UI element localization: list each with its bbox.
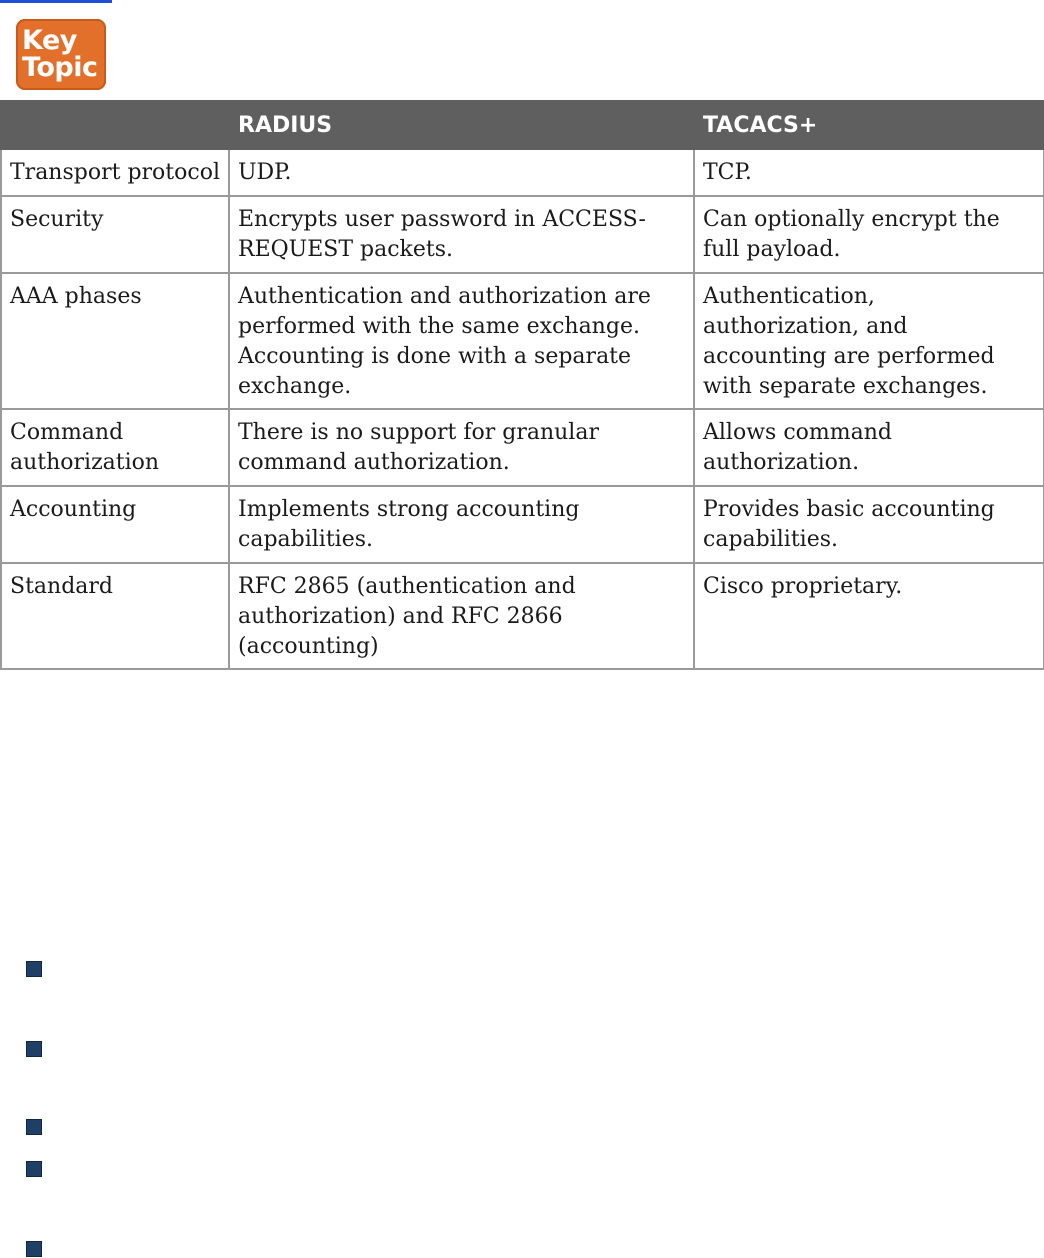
- table-row: [1, 273, 1044, 409]
- tacacs-cell: Can optionally encrypt the full payload.: [694, 196, 1044, 273]
- key-topic-line1: Key: [22, 25, 77, 56]
- table-row: [1, 486, 1044, 563]
- tacacs-cell: TCP.: [694, 149, 1044, 196]
- key-topic-line2: Topic: [22, 52, 98, 83]
- key-topic-badge: [16, 19, 106, 90]
- radius-cell: UDP.: [229, 149, 694, 196]
- header-tacacs: TACACS+: [694, 101, 1044, 149]
- tacacs-cell: Allows command authorization.: [694, 409, 1044, 486]
- list-bullet-marker: [26, 1241, 42, 1257]
- table-row: [1, 196, 1044, 273]
- row-label: Security: [1, 196, 229, 273]
- list-bullet-marker: [26, 1119, 42, 1135]
- list-bullet-marker: [26, 1161, 42, 1177]
- radius-tacacs-comparison-table: [0, 100, 1044, 670]
- table-header-row: [1, 101, 1044, 149]
- row-label: Command authorization: [1, 409, 229, 486]
- tacacs-cell: Provides basic accounting capabilities.: [694, 486, 1044, 563]
- radius-cell: Authentication and authorization are performed with the same exchange. Accounting is done with a separate exchange.: [229, 273, 694, 409]
- radius-cell: RFC 2865 (authentication and authorization) and RFC 2866 (accounting): [229, 563, 694, 669]
- tacacs-cell: Cisco proprietary.: [694, 563, 1044, 669]
- row-label: Transport protocol: [1, 149, 229, 196]
- row-label: Accounting: [1, 486, 229, 563]
- radius-cell: Implements strong accounting capabilities.: [229, 486, 694, 563]
- header-blank: [1, 101, 229, 149]
- top-link-underline: [0, 0, 112, 3]
- header-radius: RADIUS: [229, 101, 694, 149]
- tacacs-cell: Authentication, authorization, and accounting are performed with separate exchanges.: [694, 273, 1044, 409]
- table-row: [1, 149, 1044, 196]
- row-label: Standard: [1, 563, 229, 669]
- table-row: [1, 409, 1044, 486]
- row-label: AAA phases: [1, 273, 229, 409]
- list-bullet-marker: [26, 1041, 42, 1057]
- table-row: [1, 563, 1044, 669]
- radius-cell: Encrypts user password in ACCESS-REQUEST packets.: [229, 196, 694, 273]
- list-bullet-marker: [26, 961, 42, 977]
- radius-cell: There is no support for granular command authorization.: [229, 409, 694, 486]
